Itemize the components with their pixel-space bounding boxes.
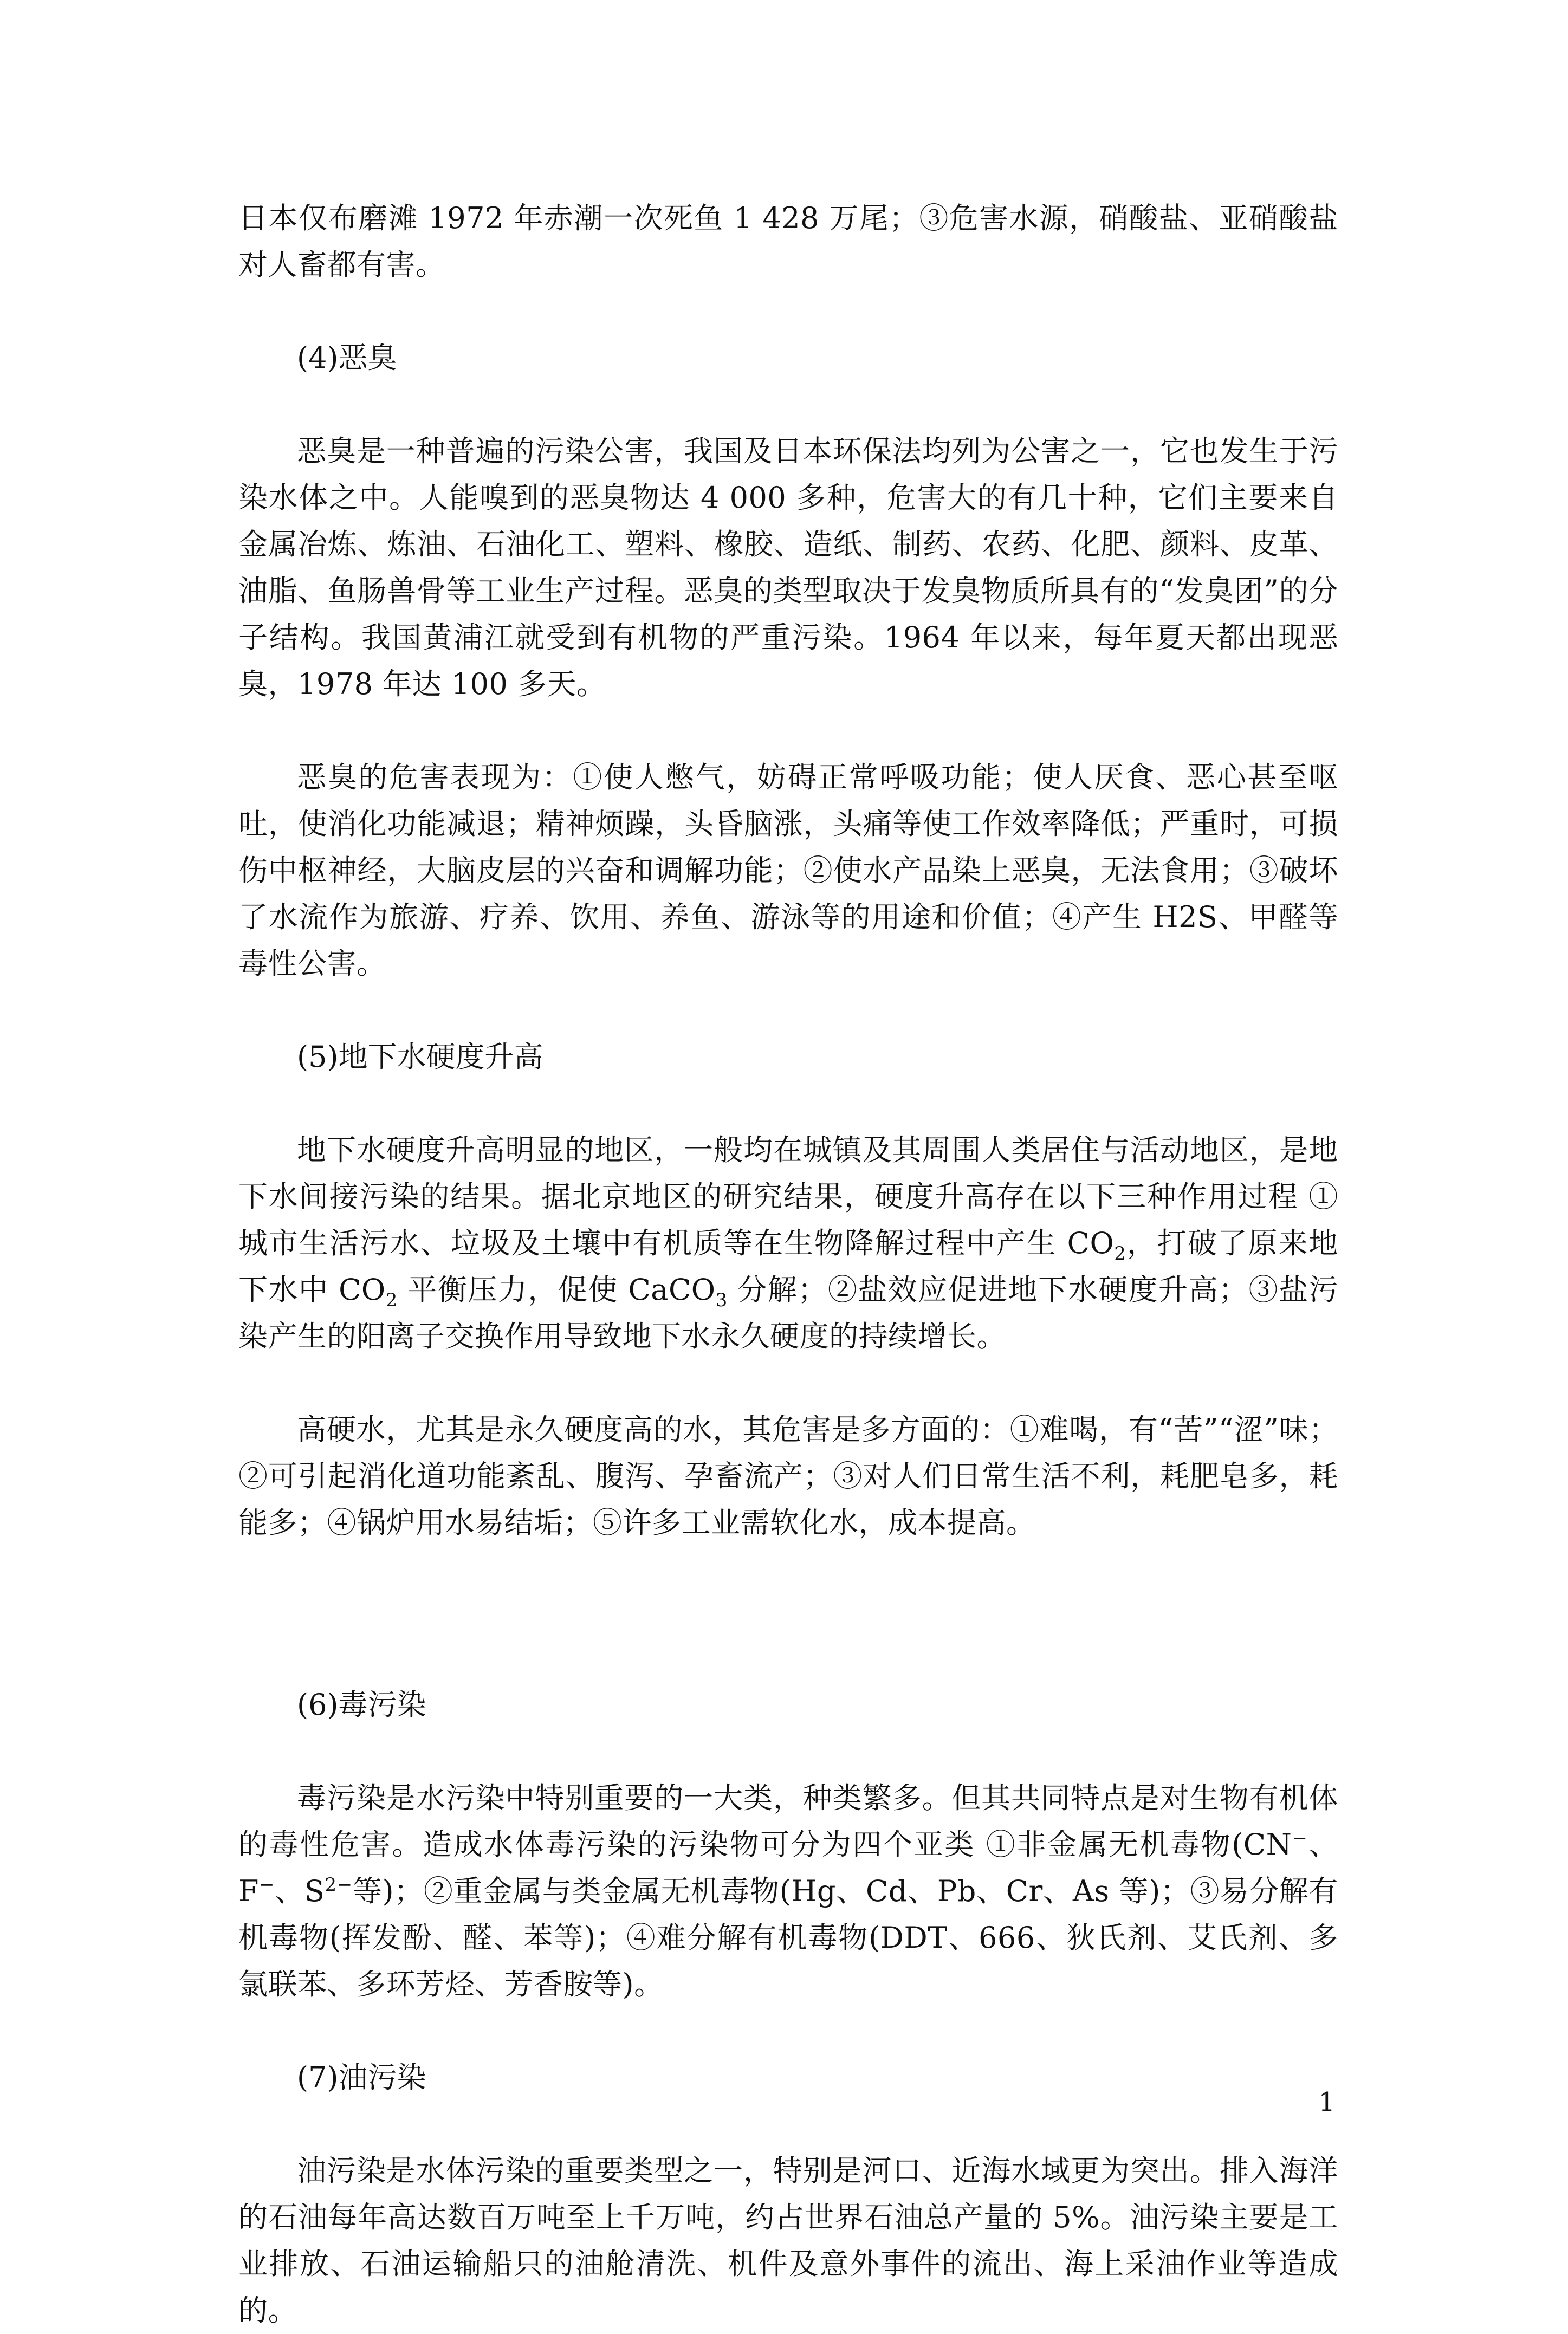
paragraph-spacer bbox=[238, 708, 1338, 754]
paragraph-spacer bbox=[238, 1728, 1338, 1775]
text-run: 平衡压力，促使 CaCO bbox=[397, 1273, 716, 1307]
paragraph-hardness-hazards: 高硬水，尤其是永久硬度高的水，其危害是多方面的：①难喝，有“苦”“涩”味；②可引起消化道功能紊乱、腹泻、孕畜流产；③对人们日常生活不利，耗肥皂多，耗能多；④锅炉用水易结垢；⑤许多工业需软化水，成本提高。 bbox=[238, 1412, 1338, 1540]
superscript: 2− bbox=[325, 1874, 353, 1896]
superscript: − bbox=[258, 1874, 275, 1896]
text-run: 分解；②盐效应促进地下水硬度升高；③盐污染产生的阳离子交换作用导致地下水永久硬度的持续增长。 bbox=[238, 1273, 1338, 1353]
text-run: ，打破了原来地下水中 CO bbox=[238, 1226, 1338, 1307]
section-heading-odor: (4)恶臭 bbox=[297, 341, 397, 375]
text-run: 等)；②重金属与类金属无机毒物(Hg、Cd、Pb、Cr、As 等)；③易分解有机毒物(挥发酚、醛、苯等)；④难分解有机毒物(DDT、666、狄氏剂、艾氏剂、多氯联苯、多环芳烃、芳香胺等)。 bbox=[238, 1874, 1338, 2001]
text-run: 地下水硬度升高明显的地区，一般均在城镇及其周围人类居住与活动地区，是地下水间接污染的结果。据北京地区的研究结果，硬度升高存在以下三种作用过程 ①城市生活污水、垃圾及土壤中有机质等在生物降解过程中产生 CO bbox=[238, 1133, 1338, 1260]
section-heading-oil: (7)油污染 bbox=[297, 2060, 426, 2095]
paragraph-spacer bbox=[238, 987, 1338, 1034]
paragraph-continuation: 日本仅布磨滩 1972 年赤潮一次死鱼 1 428 万尾；③危害水源，硝酸盐、亚硝酸盐对人畜都有害。 bbox=[238, 201, 1338, 282]
text-run: 、F bbox=[238, 1827, 1339, 1908]
section-heading-toxic: (6)毒污染 bbox=[297, 1688, 426, 1722]
paragraph-oil-pollution: 油污染是水体污染的重要类型之一，特别是河口、近海水域更为突出。排入海洋的石油每年高达数百万吨至上千万吨，约占世界石油总产量的 5%。油污染主要是工业排放、石油运输船只的油舱清洗、机件及意外事件的流出、海上采油作业等造成的。 bbox=[238, 2154, 1338, 2327]
subscript: 2 bbox=[1114, 1242, 1126, 1265]
paragraph-spacer bbox=[238, 2008, 1338, 2054]
paragraph-spacer bbox=[238, 1080, 1338, 1127]
text-run: 毒污染是水污染中特别重要的一大类，种类繁多。但其共同特点是对生物有机体的毒性危害。造成水体毒污染的污染物可分为四个亚类 ①非金属无机毒物(CN bbox=[238, 1781, 1338, 1862]
subscript: 3 bbox=[715, 1289, 728, 1311]
section-spacer bbox=[238, 1546, 1338, 1682]
paragraph-odor-intro: 恶臭是一种普遍的污染公害，我国及日本环保法均列为公害之一，它也发生于污染水体之中。人能嗅到的恶臭物达 4 000 多种，危害大的有几十种，它们主要来自金属冶炼、炼油、石油化工、塑料、橡胶、造纸、制药、农药、化肥、颜料、皮革、油脂、鱼肠兽骨等工业生产过程。恶臭的类型取决于发臭物质所具有的“发臭团”的分子结构。我国黄浦江就受到有机物的严重污染。1964 年以来，每年夏天都出现恶臭，1978 年达 100 多天。 bbox=[238, 434, 1338, 701]
paragraph-toxic-types bbox=[238, 1775, 1338, 2008]
paragraph-spacer bbox=[238, 1360, 1338, 1406]
page-content bbox=[238, 195, 1338, 2334]
subscript: 2 bbox=[385, 1289, 398, 1311]
superscript: − bbox=[1292, 1827, 1308, 1849]
section-heading-hardness: (5)地下水硬度升高 bbox=[297, 1040, 543, 1074]
paragraph-spacer bbox=[238, 2101, 1338, 2148]
paragraph-spacer bbox=[238, 381, 1338, 428]
paragraph-hardness-causes bbox=[238, 1127, 1338, 1360]
paragraph-spacer bbox=[238, 288, 1338, 335]
paragraph-odor-hazards: 恶臭的危害表现为：①使人憋气，妨碍正常呼吸功能；使人厌食、恶心甚至呕吐，使消化功能减退；精神烦躁，头昏脑涨，头痛等使工作效率降低；严重时，可损伤中枢神经，大脑皮层的兴奋和调解功能；②使水产品染上恶臭，无法食用；③破坏了水流作为旅游、疗养、饮用、养鱼、游泳等的用途和价值；④产生 H2S、甲醛等毒性公害。 bbox=[238, 760, 1338, 981]
text-run: 、S bbox=[274, 1874, 325, 1908]
page-number: 1 bbox=[1318, 2087, 1335, 2117]
